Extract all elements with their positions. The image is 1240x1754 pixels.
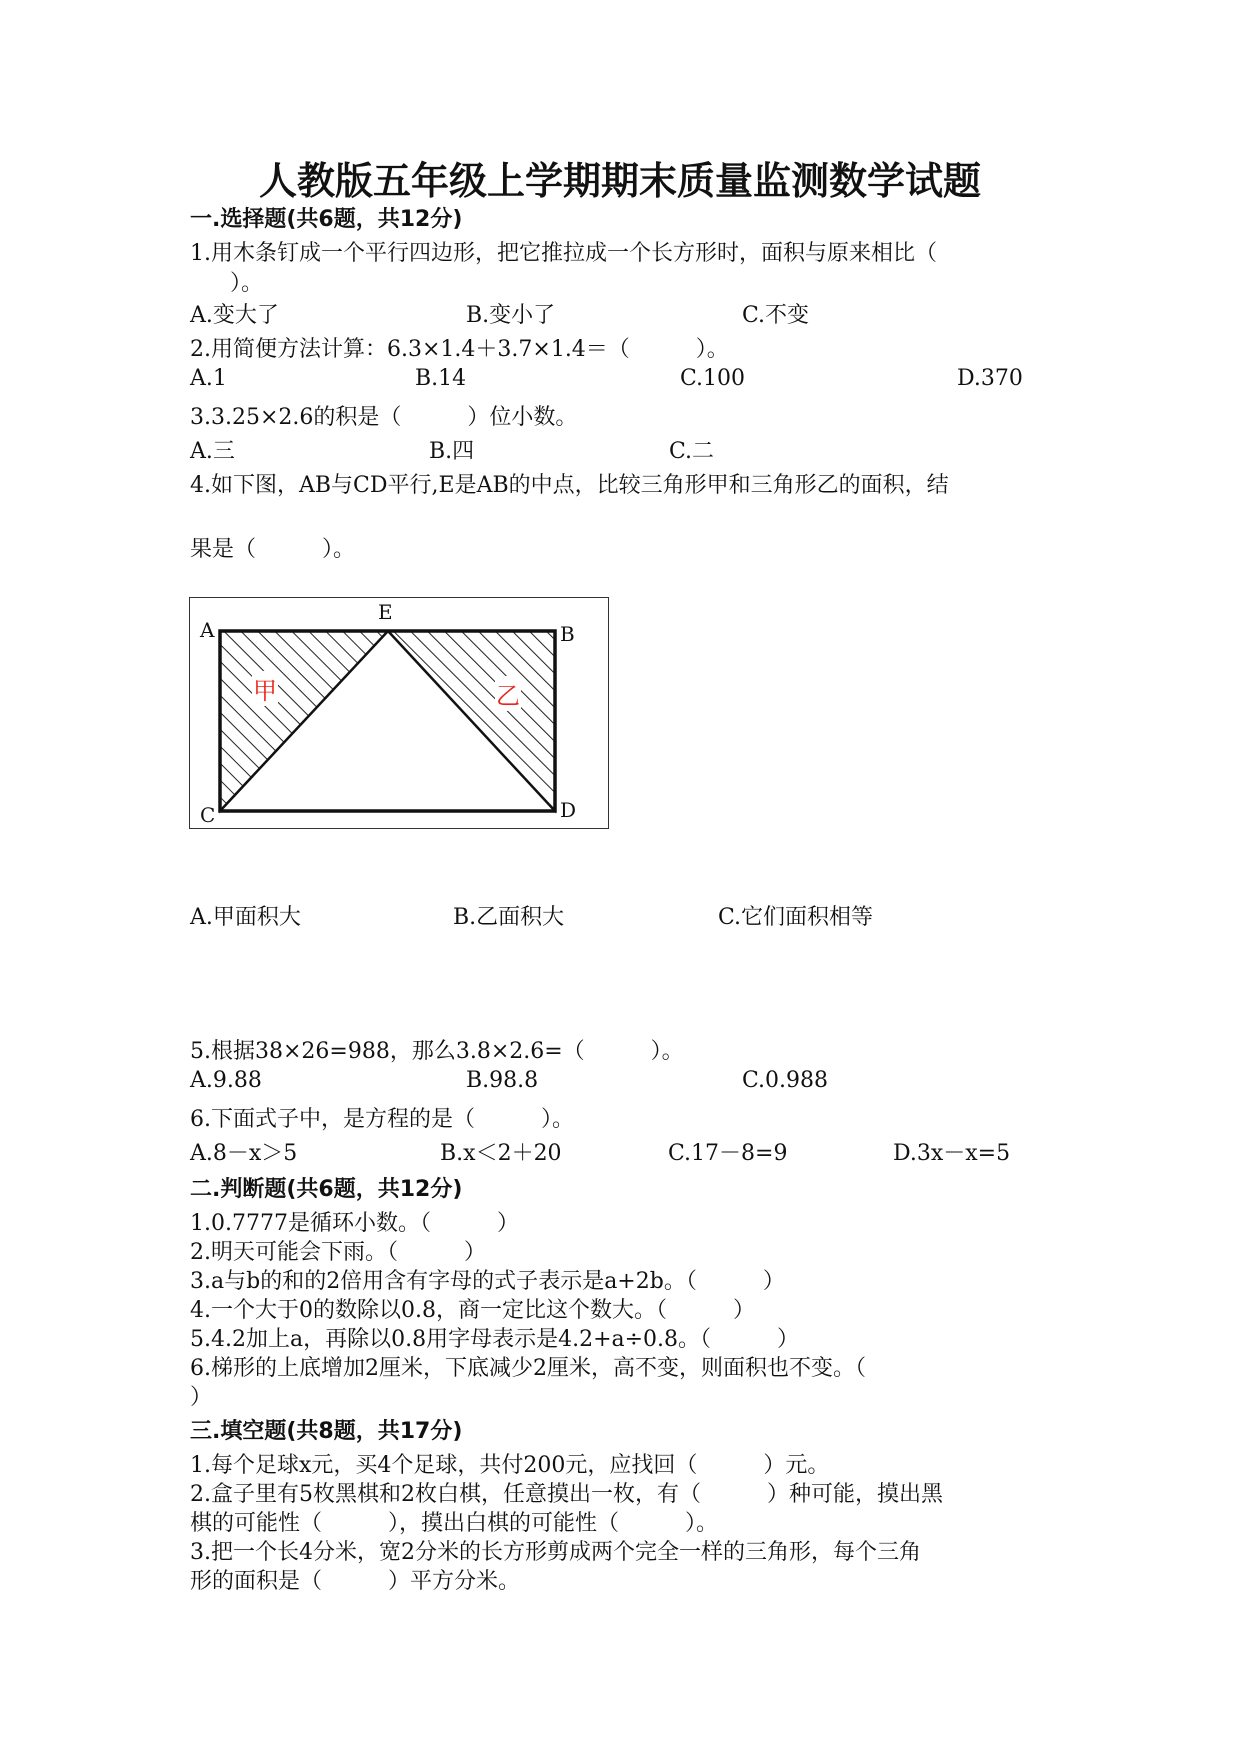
judgment-item-5: 5.4.2加上a，再除以0.8用字母表示是4.2+a÷0.8。（ ） [190, 1327, 800, 1352]
judgment-item-6-line-2: ） [190, 1385, 213, 1410]
question-3: 3.3.25×2.6的积是（ ）位小数。 [190, 405, 578, 430]
region-label-yi: 乙 [495, 676, 521, 711]
point-label-d: D [560, 798, 577, 822]
question-2: 2.用简便方法计算：6.3×1.4＋3.7×1.4＝（ ）。 [190, 337, 729, 362]
question-4-line-2: 果是（ ）。 [190, 537, 356, 562]
question-6-option-b[interactable]: B.x＜2＋20 [440, 1141, 562, 1166]
question-3-option-a[interactable]: A.三 [190, 439, 235, 464]
question-1-line-1: 1.用木条钉成一个平行四边形，把它推拉成一个长方形时，面积与原来相比（ [190, 241, 937, 266]
judgment-item-4: 4.一个大于0的数除以0.8，商一定比这个数大。（ ） [190, 1298, 755, 1323]
question-1-option-b[interactable]: B.变小了 [466, 303, 556, 328]
fill-blank-line-4: 3.把一个长4分米，宽2分米的长方形剪成两个完全一样的三角形，每个三角 [190, 1540, 921, 1565]
point-label-a: A [200, 618, 215, 642]
question-5-option-c[interactable]: C.0.988 [742, 1068, 829, 1093]
judgment-item-6: 6.梯形的上底增加2厘米，下底减少2厘米，高不变，则面积也不变。（ [190, 1356, 866, 1381]
fill-blank-line-1: 1.每个足球x元，买4个足球，共付200元，应找回（ ）元。 [190, 1453, 830, 1478]
question-1-option-c[interactable]: C.不变 [742, 303, 810, 328]
question-6: 6.下面式子中，是方程的是（ ）。 [190, 1107, 574, 1132]
question-2-option-d[interactable]: D.370 [957, 366, 1023, 391]
judgment-item-3: 3.a与b的和的2倍用含有字母的式子表示是a+2b。（ ） [190, 1269, 785, 1294]
question-2-option-a[interactable]: A.1 [190, 366, 227, 391]
point-label-c: C [200, 803, 216, 827]
question-5-option-a[interactable]: A.9.88 [190, 1068, 262, 1093]
question-4-option-a[interactable]: A.甲面积大 [190, 905, 301, 930]
question-6-option-d[interactable]: D.3x－x=5 [893, 1141, 1011, 1166]
point-label-b: B [560, 622, 575, 646]
question-1-line-2: ）。 [230, 271, 264, 296]
question-3-option-b[interactable]: B.四 [429, 439, 475, 464]
geometry-figure [189, 597, 609, 829]
section-heading-judgment: 二.判断题(共6题，共12分) [190, 1177, 463, 1202]
question-5-option-b[interactable]: B.98.8 [466, 1068, 539, 1093]
question-3-option-c[interactable]: C.二 [669, 439, 715, 464]
question-6-option-c[interactable]: C.17－8=9 [668, 1141, 788, 1166]
question-4-option-c[interactable]: C.它们面积相等 [718, 905, 874, 930]
point-label-e: E [378, 600, 393, 624]
question-1-option-a[interactable]: A.变大了 [190, 303, 279, 328]
fill-blank-line-2: 2.盒子里有5枚黑棋和2枚白棋，任意摸出一枚，有（ ）种可能，摸出黑 [190, 1482, 943, 1507]
judgment-item-1: 1.0.7777是循环小数。（ ） [190, 1211, 519, 1236]
question-5: 5.根据38×26=988，那么3.8×2.6=（ ）。 [190, 1039, 684, 1064]
question-2-option-b[interactable]: B.14 [415, 366, 467, 391]
question-4-option-b[interactable]: B.乙面积大 [453, 905, 565, 930]
judgment-item-2: 2.明天可能会下雨。（ ） [190, 1240, 486, 1265]
section-heading-fill-blank: 三.填空题(共8题，共17分) [190, 1419, 463, 1444]
fill-blank-line-5: 形的面积是（ ）平方分米。 [190, 1569, 521, 1594]
fill-blank-line-3: 棋的可能性（ ），摸出白棋的可能性（ ）。 [190, 1511, 719, 1536]
question-4-line-1: 4.如下图，AB与CD平行,E是AB的中点，比较三角形甲和三角形乙的面积，结 [190, 473, 949, 498]
page-title: 人教版五年级上学期期末质量监测数学试题 [258, 159, 981, 203]
section-heading-choice: 一.选择题(共6题，共12分) [190, 207, 463, 232]
figure-svg [190, 598, 610, 830]
region-label-jia: 甲 [252, 671, 278, 706]
question-6-option-a[interactable]: A.8－x＞5 [190, 1141, 298, 1166]
question-2-option-c[interactable]: C.100 [680, 366, 746, 391]
